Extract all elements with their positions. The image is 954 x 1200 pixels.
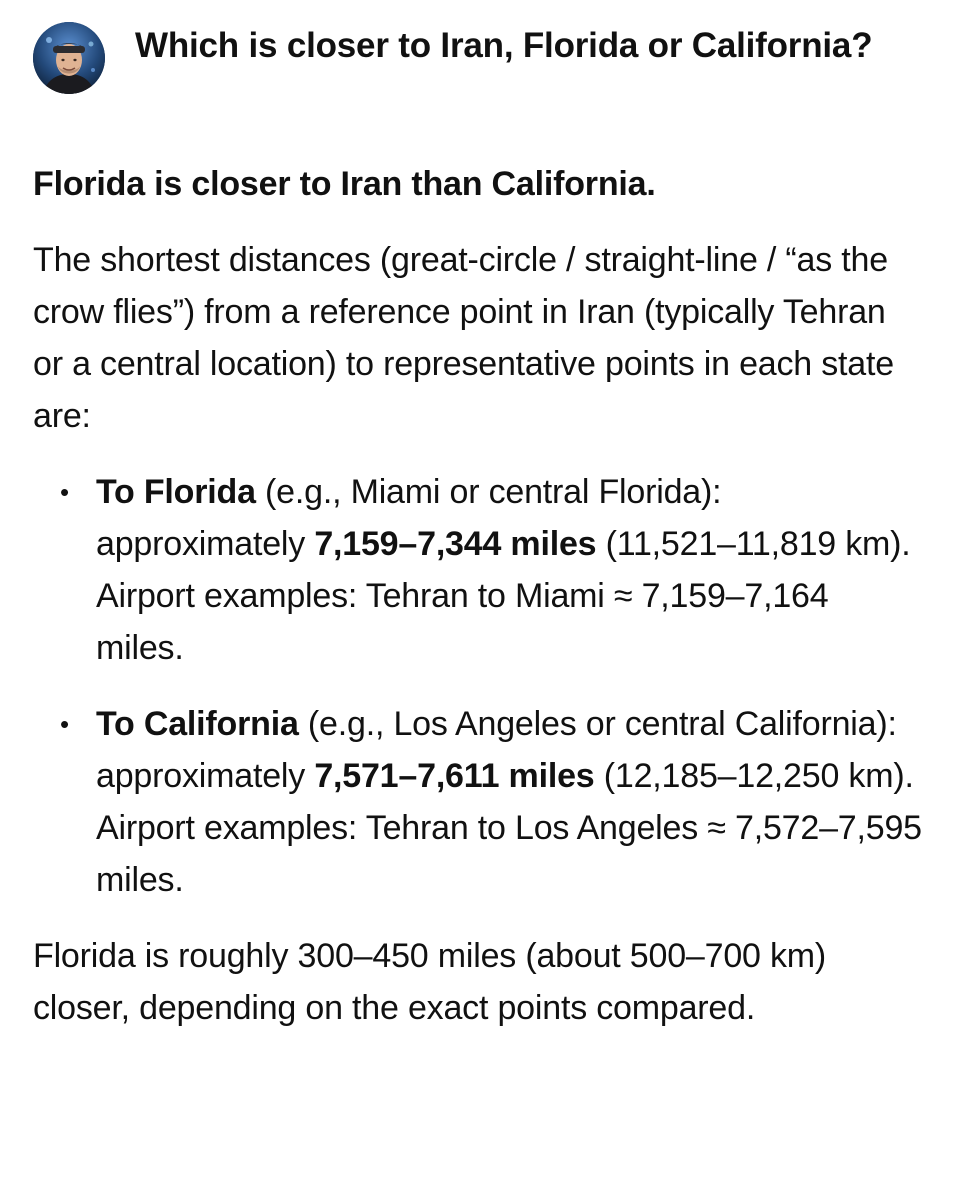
avatar[interactable]	[33, 22, 105, 94]
airport-example: Airport examples: Tehran to Los Angeles ≈ 7,572–7,595 miles.	[96, 809, 922, 899]
answer-headline: Florida is closer to Iran than California.	[33, 165, 656, 203]
bullet-icon: •	[60, 477, 69, 507]
bullet-pre-text: (e.g., Miami or central Florida): approximately	[96, 473, 722, 563]
bullet-post-text: (11,521–11,819 km).	[596, 525, 911, 563]
bullet-icon: •	[60, 709, 69, 739]
assistant-response	[33, 158, 923, 1034]
answer-intro: The shortest distances (great-circle / straight-line / “as the crow flies”) from a reference point in Iran (typically Tehran or a central location) to representative points in each state are:	[33, 241, 894, 435]
list-item-california	[33, 698, 923, 906]
bullet-label: To California	[96, 705, 299, 743]
distance-range: 7,571–7,611 miles	[314, 757, 595, 795]
user-photo	[33, 22, 105, 94]
bullet-post-text: (12,185–12,250 km).	[594, 757, 914, 795]
user-message	[33, 22, 913, 94]
airport-example: Airport examples: Tehran to Miami ≈ 7,159–7,164 miles.	[96, 577, 829, 667]
list-item-florida	[33, 466, 923, 674]
distance-list	[33, 466, 923, 906]
distance-range: 7,159–7,344 miles	[314, 525, 597, 563]
bullet-pre-text: (e.g., Los Angeles or central California): approximately	[96, 705, 897, 795]
answer-conclusion: Florida is roughly 300–450 miles (about 500–700 km) closer, depending on the exact points compared.	[33, 937, 827, 1027]
question-text: Which is closer to Iran, Florida or California?	[135, 26, 873, 65]
bullet-label: To Florida	[96, 473, 256, 511]
